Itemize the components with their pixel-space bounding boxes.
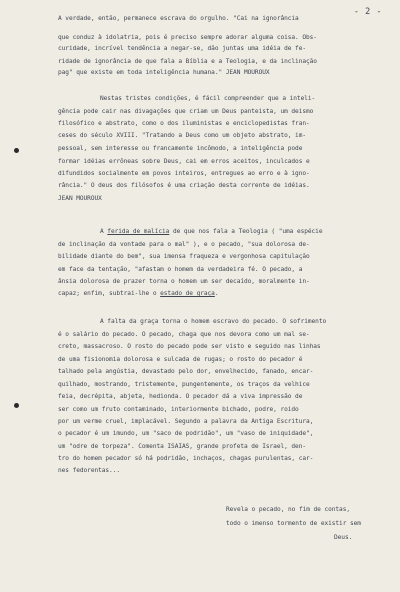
text-line: curidade, incrível tendência a negar-se, dão juntas uma idéia de fe-	[58, 45, 306, 52]
text-line: tro do homem pecador só há podridão, inchaços, chagas purulentas, car-	[58, 455, 314, 462]
text-line: ser como um fruto contaminado, interiormente bichado, podre, roido	[58, 406, 299, 413]
text-line: um "odre de torpeza". Comenta ISAIAS, grande profeta de Israel, den-	[58, 443, 306, 450]
text-line: filosófico e abstrato, como o dos iluministas e enciclopedistas fran-	[58, 120, 310, 127]
text-line: pessoal, sem interesse ou francamente incômodo, a inteligência pode	[58, 145, 303, 152]
punch-hole-mark	[14, 403, 19, 408]
text-line: nes fedorentas...	[58, 467, 120, 474]
text-line: que conduz à idolatria, pois é preciso sempre adorar alguma coisa. Obs-	[58, 34, 317, 41]
text-line: bilidade diante do bem", sua imensa fraqueza e vergonhosa capitulação	[58, 253, 310, 260]
text-line: de inclinação da vontade para o mal" ), e o pecado, "sua dolorosa de-	[58, 241, 310, 248]
text-line: JEAN MOUROUX	[58, 195, 102, 202]
text-line: ceses do século XVIII. "Tratando a Deus como um objeto abstrato, im-	[58, 132, 306, 139]
text-line: Nestas tristes condições, é fácil compreender que a inteli-	[100, 95, 316, 102]
punch-hole-mark	[14, 148, 19, 153]
text-line: o pecador é um imundo, um "saco de podridão", um "vaso de iniquidade",	[58, 430, 314, 437]
text-line: capaz; enfim, subtrai-lhe o estado de graça.	[58, 290, 219, 297]
text-line: rância." O deus dos filósofos é uma criação desta corrente de idéias.	[58, 182, 310, 189]
text-line: creto, massacroso. O rosto do pecado pode ser visto e seguido nas linhas	[58, 343, 321, 350]
text-line: Deus.	[334, 534, 353, 541]
text-line: todo o imenso tormento de existir sem	[226, 520, 361, 527]
page-number: - 2 -	[353, 7, 382, 17]
underlined-phrase: ferida de malícia	[107, 228, 170, 235]
text-line: A ferida de malícia de que nos fala a Teologia ( "uma espécie	[100, 228, 323, 235]
text-line: difundidos socialmente em povos inteiros, entregues ao erro e à igno-	[58, 170, 310, 177]
underlined-phrase: estado de graça	[160, 290, 215, 297]
text-line: ridade de ignorância de que fala a Bíblia e a Teologia, e da inclinação	[58, 58, 317, 65]
text-line: Revela o pecado, no fim de contas,	[226, 506, 350, 513]
text-line: quilhado, mostrando, tristemente, pungentemente, os traços da velhice	[58, 381, 310, 388]
text-line: pag" que existe em toda inteligência humana." JEAN MOUROUX	[58, 69, 270, 76]
text-line: A verdade, então, permanece escrava do orgulho. "Cai na ignorância	[58, 15, 299, 22]
text-line: é o salário do pecado. O pecado, chaga que nos devora como um mal se-	[58, 331, 310, 338]
text-line: feia, decrépita, abjeta, hedionda. O pecador dá a viva impressão de	[58, 393, 303, 400]
text-line: formar idéias errôneas sobre Deus, cai em erros aceitos, inculcados e	[58, 158, 310, 165]
text-line: gência pode cair nas divagações que criam um Deus panteista, um deismo	[58, 108, 314, 115]
text-line: talhado pela angústia, devastado pelo dor, envelhecido, fanado, encar-	[58, 368, 314, 375]
text-line: por um verme cruel, implacável. Segundo a palavra da Antiga Escritura,	[58, 418, 314, 425]
text-line: A falta da graça torna o homem escravo do pecado. O sofrimento	[100, 318, 327, 325]
text-line: em face da tentação, "afastam o homem da verdadeira fé. O pecado, a	[58, 266, 303, 273]
text-line: ânsia dolorosa de prazer torna o homem um ser decaído, moralmente in-	[58, 278, 310, 285]
text-line: de uma fisionomia dolorosa e sulcada de rugas; o rosto do pecador é	[58, 356, 303, 363]
